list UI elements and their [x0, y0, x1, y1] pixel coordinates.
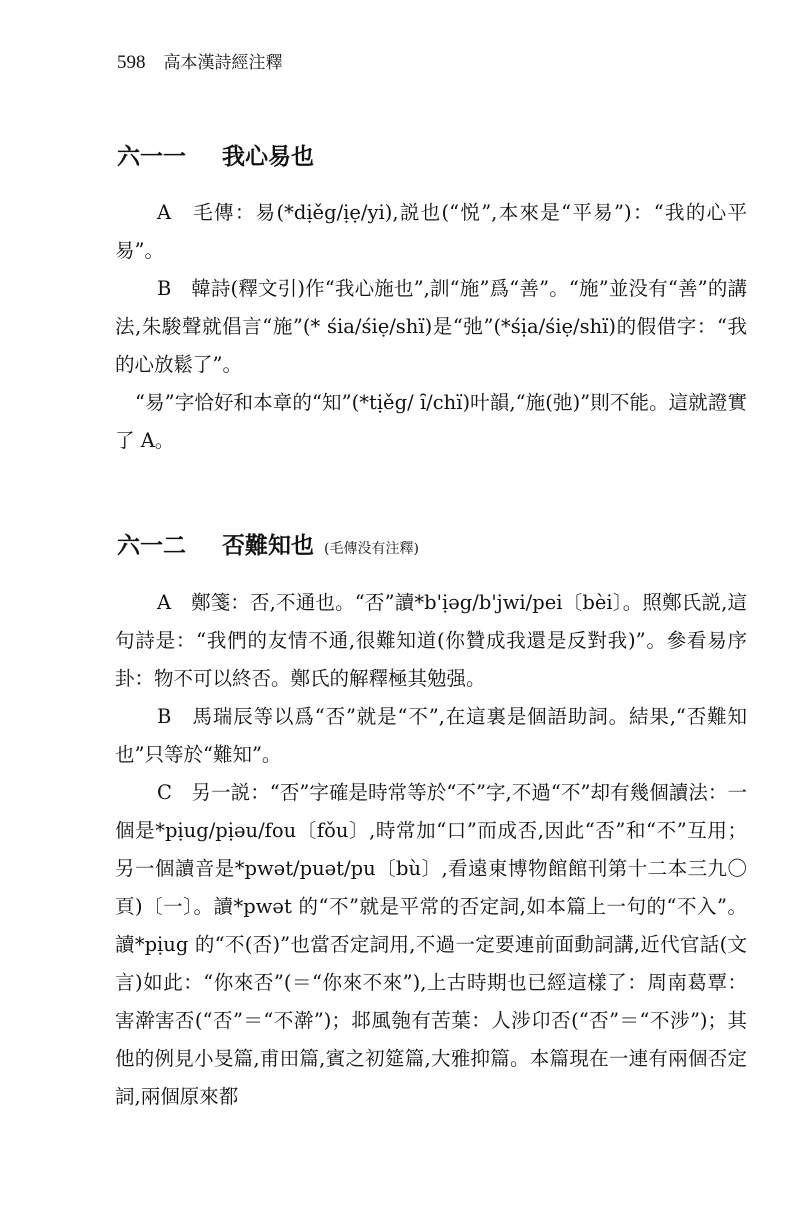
book-title: 高本漢詩經注釋 — [163, 53, 283, 73]
section-note: (毛傳没有注釋) — [324, 541, 419, 557]
paragraph: A 毛傳：易(*dịěg/ịẹ/yi),説也(“悦”,本來是“平易”)：“我的心平易”。 — [115, 201, 747, 262]
section-number: 六一一 — [117, 144, 186, 170]
running-header — [117, 48, 283, 74]
paragraph: B 馬瑞辰等以爲“否”就是“不”,在這裏是個語助詞。結果,“否難知也”只等於“難知”。 — [115, 705, 747, 766]
paragraph: A 鄭箋：否,不通也。“否”讀*b'ịəg/b'jwi/pei〔bèi〕。照鄭氏説,這句詩是：“我們的友情不通,很難知道(你贊成我還是反對我)”。參看易序卦：物不可以終否。鄭氏的解釋極其勉强。 — [115, 591, 747, 690]
paragraph: “易”字恰好和本章的“知”(*tịěg/ ȋ/chï)叶韻,“施(弛)”則不能。這就證實了 A。 — [115, 391, 747, 452]
section-heading-612 — [117, 527, 419, 560]
section-title: 我心易也 — [222, 144, 314, 170]
paragraph: B 韓詩(釋文引)作“我心施也”,訓“施”爲“善”。“施”並没有“善”的講法,朱駿聲就倡言“施”(* śia/śiẹ/shï)是“弛”(*śịa/śiẹ/shï)的假借字：“我的心放鬆了”。 — [115, 277, 747, 376]
section-heading-611 — [117, 138, 314, 171]
paragraph: C 另一説：“否”字確是時常等於“不”字,不過“不”却有幾個讀法：一個是*pịug/pịəu/fou〔fǒu〕,時常加“口”而成否,因此“否”和“不”互用；另一個讀音是*pwət/puət/pu〔bù〕,看遠東博物館館刊第十二本三九〇頁)〔一〕。讀*pwət 的“不”就是平常的否定詞,如本篇上一句的“不入”。讀*pịug 的“不(否)”也當否定詞用,不過一定要連前面動詞講,近代官話(文言)如此：“你來否”(＝“你來不來”),上古時期也已經這樣了：周南葛覃：害澣害否(“否”＝“不澣”)；邶風匏有苦葉：人涉卬否(“否”＝“不涉”)；其他的例見小旻篇,甫田篇,賓之初筵篇,大雅抑篇。本篇現在一連有兩個否定詞,兩個原來都 — [115, 781, 747, 1108]
page-number: 598 — [117, 52, 146, 73]
section-title: 否難知也 — [222, 533, 314, 559]
section-number: 六一二 — [117, 533, 186, 559]
